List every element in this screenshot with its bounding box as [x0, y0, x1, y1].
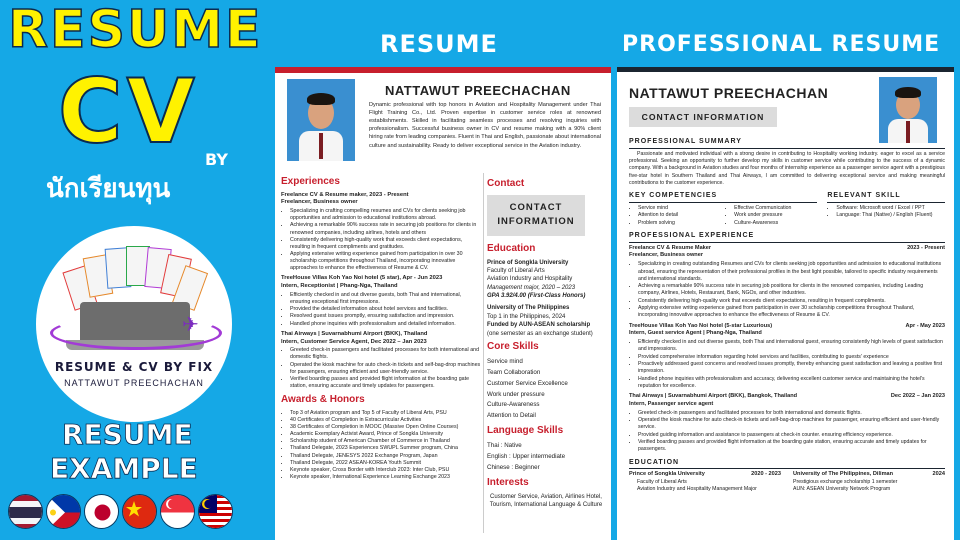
- profile-photo: [287, 79, 355, 161]
- language-heading: Language Skills: [487, 425, 564, 437]
- left-promo-panel: [0, 0, 270, 540]
- job-entry: TreeHouse Villas Koh Yao Noi hotel (5-star Luxurious) Apr - May 2023 Intern, Guest service Agent | Phang-Nga, Thailand • Efficiently checked in and out diverse guests, both Thai and international guest, ensuring consistently high levels of guest satisfaction and impressions. • Provided comprehensive information regarding hotel services and facilities, contributing to guests' experience • Proactively addressed guest concerns and resolved issues promptly, thereby enhancing guest satisfaction and leaving a positive first impression. • Handled phone inquiries with professionalism and accuracy, delivering excellent customer service and maintaining the hotel's reputation for excellence.: [629, 323, 945, 391]
- core-skills-list: Service mind Team Collaboration Customer Service Excellence Work under pressure Culture-Awareness Attention to Detail: [487, 358, 568, 420]
- example-title-line2: EXAMPLE: [50, 452, 198, 485]
- interests-text: Customer Service, Aviation, Airlines Hotel, Tourism, International Language & Culture: [489, 493, 603, 508]
- job-entry: Freelance CV & Resume Maker 2023 - Present Freelancer, Business owner • Specializing in creating outstanding Resumes and CVs for clients seeking job opportunities and admission to educational institutions abroad, ensuring the representation of their professional profiles in the best light possible, tailored to specific industry requirements and international standards. • Achieving a remarkable 90% success rate in securing job positions for clients in the renowned companies, including Leading company, Airlines, Hotels, Restaurant, Bank, NGOs, and other industries. • Consistently delivering high-quality work that exceeds client expectations, resulting in frequent compliments. • Applying extensive writing experience gained from participation in over 30 scholarship competitions throughout Thailand, incorporating innovative approaches to enhance the effectiveness of Resume & CV.: [629, 245, 945, 320]
- education-entry: University of The Philippines Top 1 in the Philippines, 2024 Funded by AUN-ASEAN scholarship (one semester as an exchange student): [487, 305, 593, 337]
- education-entry: University of The Philippines, Diliman 2024 Prestigious exchange scholarship 1 semester AUN: ASEAN University Network Program: [793, 471, 945, 493]
- core-skills-heading: Core Skills: [487, 341, 539, 353]
- experience-heading: PROFESSIONAL EXPERIENCE: [629, 231, 945, 243]
- resume-name: NATTAWUT PREECHACHAN: [385, 83, 571, 98]
- experiences-heading: Experiences: [281, 176, 340, 187]
- skills-row: KEY COMPETENCIES • Service mind • Attention to detail • Problem solving • Effective Communication • Work under pressure • Culture-Awareness RELEVANT SKILL • Software: Microsoft word / Excel / PPT • Language: Thai (Native) / English (Fluent): [629, 187, 945, 227]
- summary-text: Passionate and motivated individual with a strong desire in contributing to Hospitality working industry. eager to excel as a service professional. Seeking an opportunity to further develop my skills in customer service while contributing to the success of a dynamic company. With a background in Aviation studies and four months of internship experience as a passenger service agent with a prestigious five-star hotel in Southern Thailand and Thai Airways, I am committed to delivering exceptional service and making meaningful contributions to the customer experience.: [629, 150, 945, 186]
- contact-box: CONTACT INFORMATION: [487, 195, 585, 236]
- country-flags: [8, 494, 233, 529]
- promo-thai-name: นักเรียนทุน: [46, 174, 171, 204]
- education-heading: EDUCATION: [629, 458, 945, 470]
- resume-sample-professional: [617, 67, 954, 540]
- job-entry: Thai Airways | Suvarnabhumi Airport (BKK), Thailand Intern, Customer Service Agent, Dec 2022 – Jan 2023 • Greeted check-in passengers and facilitated processes for both international and domestic flights. • Operated the kiosk machine for auto check-in tickets and self-bag-drop machines for passengers, ensuring efficient and user-friendly service. • Verified boarding passes and provided flight information at the boarding gate station, ensuring accurate and timely updates for passengers.: [281, 331, 481, 390]
- language-list: Thai : Native English : Upper intermediate Chinese : Beginner: [487, 442, 566, 471]
- competencies-heading: KEY COMPETENCIES: [629, 191, 817, 203]
- relevant-skill-heading: RELEVANT SKILL: [827, 191, 945, 203]
- brand-logo: [36, 226, 232, 422]
- resume-body: [629, 133, 945, 494]
- summary-heading: PROFESSIONAL SUMMARY: [629, 137, 945, 149]
- job-entry: Freelance CV & Resume maker, 2023 - Present Freelancer, Business owner • Specializing in crafting compelling resumes and CVs for clients seeking job opportunities and admission to educational institutions abroad. • Achieving a remarkable 90% success rate in securing job positions for clients in renowned companies, including airlines, hotels and others • Consistently delivering high-quality work that exceeds client expectations, resulting in frequent compliments and gratitudes. • Applying extensive writing experience gained from participation in over 30 scholarship competitions throughout Thailand, incorporating innovative approaches to enhance the effectiveness of Resume & CV.: [281, 192, 481, 273]
- airplane-icon: ✈: [182, 314, 199, 336]
- awards-heading: Awards & Honors: [281, 394, 365, 406]
- malaysia-flag-icon: [198, 494, 233, 529]
- promo-title-cv: CV: [58, 60, 199, 163]
- resume-sample-1: [275, 67, 611, 540]
- promo-by: BY: [205, 150, 228, 169]
- resume-summary: Dynamic professional with top honors in Aviation and Hospitality Management under Thai Flight Training Co., Ltd. Proven expertise in customer service roles at renowned establishments. Skilled in facilitating seamless processes and resolving inquiries with professionalism. Successful business owner in CV and resume making with a 90% client hiring rate from leading companies. Fluent in Thai and English, passionate about international culture and sustainability. Ready to deliver exceptional service in the Aviation industry.: [369, 102, 601, 149]
- job-entry: TreeHouse Villas Koh Yao Noi hotel (5 star), Apr - Jun 2023 Intern, Receptionist | Phang-Nga, Thailand • Efficiently checked in and out diverse guests, both Thai and international, ensuring exceptional first impressions. • Provided the detailed information about hotel services and facilities. • Resolved guest issues promptly, ensuring satisfaction and impression. • Handled phone inquiries with professionalism and detailed information.: [281, 275, 481, 327]
- singapore-flag-icon: [160, 494, 195, 529]
- resume-name: NATTAWUT PREECHACHAN: [629, 85, 829, 101]
- contact-heading: Contact: [487, 178, 525, 189]
- example-title-line1: RESUME: [62, 418, 193, 451]
- logo-title: RESUME & CV BY FIX: [54, 360, 214, 374]
- resume-side-column: [487, 175, 605, 509]
- contact-box: CONTACT INFORMATION: [629, 107, 777, 127]
- awards-list: • Top 3 of Aviation program and Top 5 of Faculty of Liberal Arts, PSU • 40 Certificates of Completion in Extracurricular Activities • 38 Certificates of Completion in MOOC (Massive Open Online Courses) • Academic Exemplary Activist Award, Prince of Songkla University • Scholarship student of American Chamber of Commerce in Thailand • Thailand Delegate, 2023 Experiences SWUPL Summer program, China • Thailand Delegate, JENESYS 2022 Exchange Program, Japan • Thailand Delegate, 2022 ASEAN-KOREA Youth Summit • Keynote speaker, Cross Border with Interclub 2023: Inter Club, PSU • Keynote speaker, International Experience Learning Exchange 2023: [281, 410, 481, 481]
- education-entry: Prince of Songkla University Faculty of Liberal Arts Aviation Industry and Hospitality Management major, 2020 – 2023 GPA 3.92/4.00 (First-Class Honors): [487, 259, 586, 300]
- education-row: [629, 471, 945, 493]
- resume-main-column: [281, 173, 481, 484]
- section-heading-professional-resume: PROFESSIONAL RESUME: [622, 32, 941, 57]
- promo-title-resume: RESUME: [8, 0, 263, 60]
- interests-heading: Interests: [487, 476, 529, 488]
- philippines-flag-icon: [46, 494, 81, 529]
- job-entry: Thai Airways | Suvarnabhumi Airport (BKK), Bangkok, Thailand Dec 2022 – Jan 2023 Intern, Passenger service agent • Greeted check-in passengers and facilitated processes for both international and domestic flights. • Operated the kiosk machine for auto check-in tickets and self-bag-drop machines for passenger, ensuring efficient and user-friendly service. • Provided guiding information and assistance to passengers at check-in counter. ensuring efficiency experience. • Verified boarding passes and provided flight information at the boarding gate station, ensuring accurate and timely updates for passengers.: [629, 393, 945, 453]
- education-entry: Prince of Songkla University 2020 - 2023 Faculty of Liberal Arts Aviation Industry and Hospitality Management Major: [629, 471, 781, 493]
- education-heading: Education: [487, 242, 536, 254]
- japan-flag-icon: [84, 494, 119, 529]
- section-heading-resume: RESUME: [380, 30, 498, 58]
- china-flag-icon: [122, 494, 157, 529]
- logo-subtitle: NATTAWUT PREECHACHAN: [64, 378, 204, 388]
- thailand-flag-icon: [8, 494, 43, 529]
